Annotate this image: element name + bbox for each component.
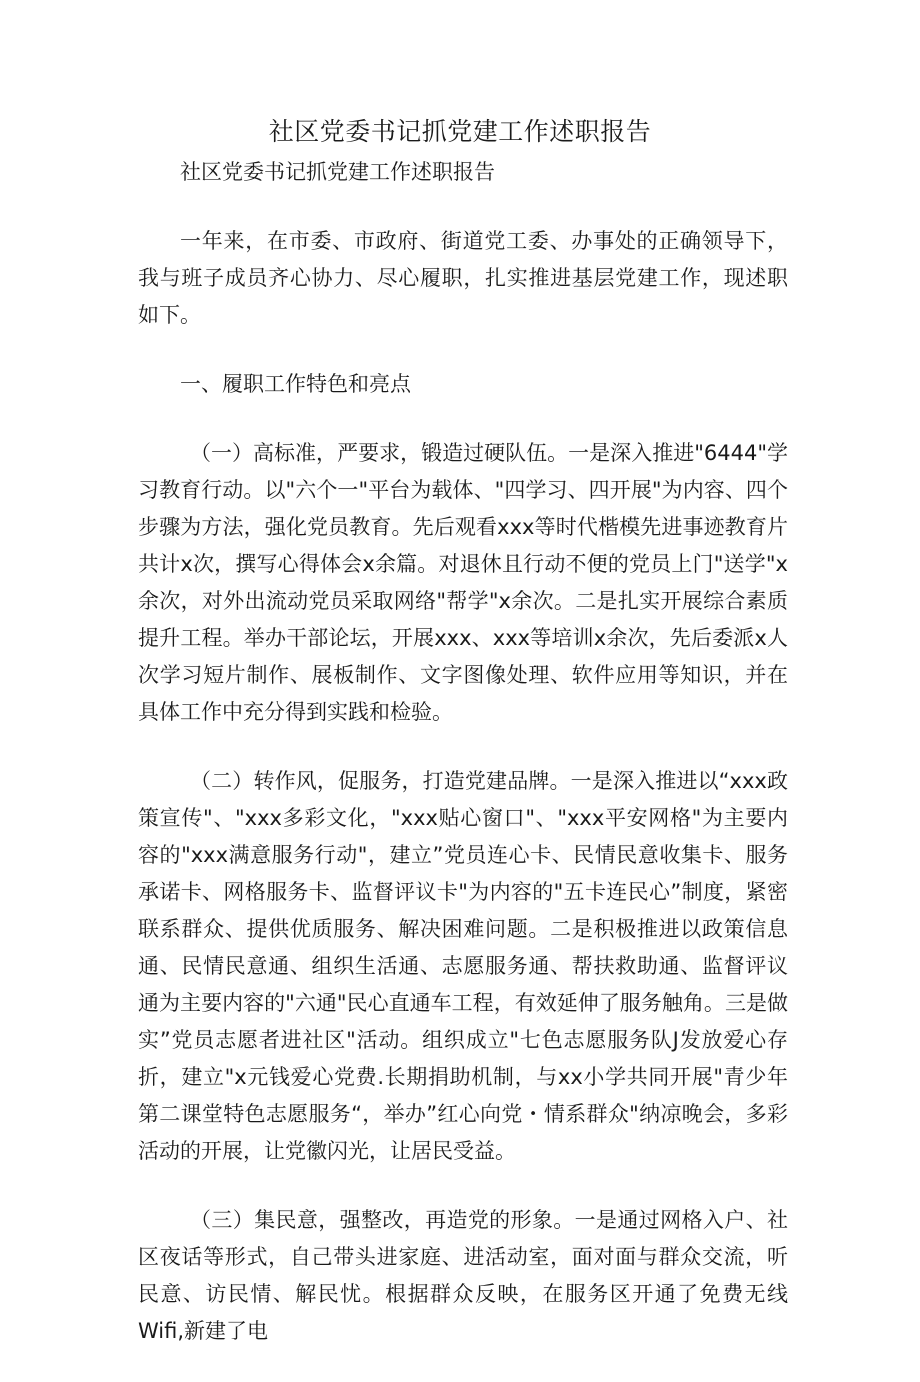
intro-paragraph: 一年来，在市委、市政府、街道党工委、办事处的正确领导下，我与班子成员齐心协力、尽心履职，扎实推进基层党建工作，现述职如下。 — [138, 229, 788, 327]
document-title: 社区党委书记抓党建工作述职报告 — [268, 117, 652, 146]
paragraph-item-3: （三）集民意，强整改，再造党的形象。一是通过网格入户、社区夜话等形式，自己带头进家庭、进活动室，面对面与群众交流，听民意、访民情、解民忧。根据群众反映，在服务区开通了免费无线Wifi,新建了电 — [138, 1208, 788, 1343]
document-body — [138, 154, 788, 1382]
paragraph-item-2: （二）转作风，促服务，打造党建品牌。一是深入推进以“xxx政策宣传"、"xxx多彩文化，"xxx贴心窗口"、"xxx平安网格"为主要内容的"xxx满意服务行动"，建立”党员连心卡、民情民意收集卡、服务承诺卡、网格服务卡、监督评议卡"为内容的"五卡连民心”制度，紧密联系群众、提供优质服务、解决困难问题。二是积极推进以政策信息通、民情民意通、组织生活通、志愿服务通、帮扶救助通、监督评议通为主要内容的"六通"民心直通车工程，有效延伸了服务触角。三是做实”党员志愿者进社区"活动。组织成立"七色志愿服务队J发放爱心存折，建立"x元钱爱心党费.长期捐助机制，与xx小学共同开展"青少年第二课堂特色志愿服务“，举办”红心向党・情系群众"纳凉晚会，多彩活动的开展，让党徽闪光，让居民受益。 — [138, 769, 788, 1163]
section-heading: 一、履职工作特色和亮点 — [180, 372, 411, 396]
paragraph-item-1: （一）高标准，严要求，锻造过硬队伍。一是深入推进"6444"学习教育行动。以"六个一"平台为载体、"四学习、四开展"为内容、四个步骤为方法，强化党员教育。先后观看xxx等时代楷模先进事迹教育片共计x次，撰写心得体会x余篇。对退休且行动不便的党员上门"送学"x余次，对外出流动党员采取网络"帮学"x余次。二是扎实开展综合素质提升工程。举办干部论坛，开展xxx、xxx等培训x余次，先后委派x人次学习短片制作、展板制作、文字图像处理、软件应用等知识，并在具体工作中充分得到实践和检验。 — [138, 441, 788, 724]
document-subtitle: 社区党委书记抓党建工作述职报告 — [180, 160, 495, 184]
